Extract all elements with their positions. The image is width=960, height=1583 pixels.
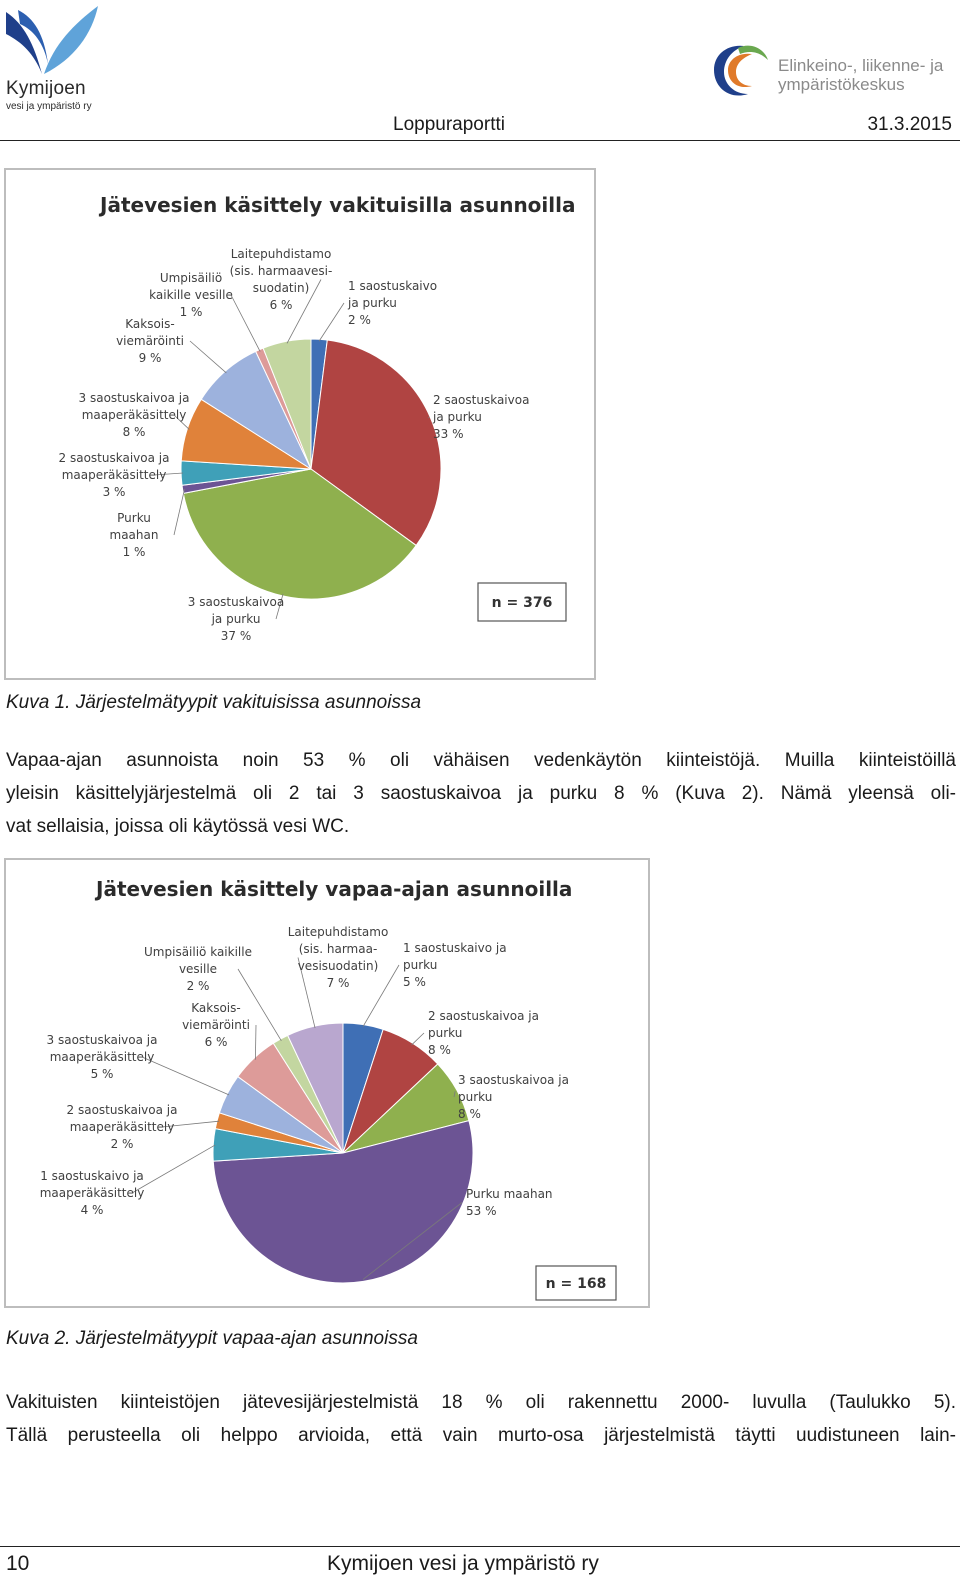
page-number: 10 <box>6 1552 30 1575</box>
footer-rule <box>0 1546 960 1547</box>
slice-label: Kaksois-viemäröinti 6 % <box>182 1001 250 1049</box>
leader-line <box>174 489 185 535</box>
slice-label: 2 saostuskaivoa ja purku 8 % <box>428 1009 539 1057</box>
ely-logo-icon <box>708 40 770 100</box>
slice-label: 2 saostuskaivoa ja maaperäkäsittely 2 % <box>66 1103 178 1151</box>
slice-label: 1 saostuskaivo ja purku 5 % <box>403 941 507 989</box>
chart-vakituiset-svg <box>6 170 598 682</box>
logo-right-line-1: Elinkeino-, liikenne- ja <box>778 56 944 75</box>
figure2-caption: Kuva 2. Järjestelmätyypit vapaa-ajan asunnoissa <box>6 1328 418 1349</box>
paragraph-2 <box>6 1386 956 1452</box>
leader-line <box>428 417 429 418</box>
n-label: n = 376 <box>491 595 553 611</box>
slice-label: Umpisäiliö kaikille vesille 1 % <box>149 271 233 319</box>
slice-label: 3 saostuskaivoa ja maaperäkäsittely 8 % <box>78 391 190 439</box>
n-label: n = 168 <box>545 1276 607 1292</box>
paragraph-1-line-1: Vapaa-ajan asunnoista noin 53 % oli vähäisen vedenkäytön kiinteistöjä. Muilla kiinteistöillä <box>6 750 956 771</box>
slice-label: Purku maahan 1 % <box>109 511 159 559</box>
slice-label: Laitepuhdistamo (sis. harmaa-vesisuodatin) 7 % <box>287 925 389 990</box>
logo-left-name: Kymijoen <box>6 78 86 99</box>
slice-label: Kaksois-viemäröinti 9 % <box>116 317 184 365</box>
leader-line <box>363 965 399 1027</box>
header-title: Loppuraportti <box>393 114 505 135</box>
chart-title: Jätevesien käsittely vapaa-ajan asunnoilla <box>96 877 573 901</box>
paragraph-1-line-2: yleisin käsittelyjärjestelmä oli 2 tai 3 saostuskaivoa ja purku 8 % (Kuva 2). Nämä yleensä oli- <box>6 783 956 804</box>
slice-label: 3 saostuskaivoa ja purku 8 % <box>458 1073 569 1121</box>
footer-organization: Kymijoen vesi ja ympäristö ry <box>327 1552 599 1575</box>
n-box <box>536 1266 616 1300</box>
logo-right-line-2: ympäristökeskus <box>778 75 905 94</box>
pie-slices <box>213 1023 473 1283</box>
leader-line <box>132 1145 215 1193</box>
paragraph-2-line-2: Tällä perusteella oli helppo arvioida, että vain murto-osa järjestelmistä täytti uudistuneen lain- <box>6 1425 956 1446</box>
figure1-caption: Kuva 1. Järjestelmätyypit vakituisissa asunnoissa <box>6 692 422 713</box>
header-date: 31.3.2015 <box>867 114 952 135</box>
slice-label: Umpisäiliö kaikille vesille 2 % <box>144 945 252 993</box>
slice-label: 1 saostuskaivo ja maaperäkäsittely 4 % <box>39 1169 145 1217</box>
chart-vapaa-ajan-svg <box>6 860 652 1310</box>
leader-line <box>319 303 344 341</box>
pie-slices <box>181 339 441 599</box>
slice-label: Purku maahan 53 % <box>466 1187 553 1218</box>
paragraph-2-line-1: Vakituisten kiinteistöjen jätevesijärjestelmistä 18 % oli rakennettu 2000- luvulla (Taulukko 5). <box>6 1392 956 1413</box>
slice-label: 1 saostuskaivo ja purku 2 % <box>348 279 438 327</box>
chart-vakituiset <box>4 168 596 680</box>
leader-line <box>231 295 260 352</box>
chart-vapaa-ajan <box>4 858 650 1308</box>
chart-title: Jätevesien käsittely vakituisilla asunnoilla <box>100 193 576 217</box>
slice-label: 3 saostuskaivoa ja maaperäkäsittely 5 % <box>46 1033 158 1081</box>
slice-label: 3 saostuskaivoa ja purku 37 % <box>187 595 285 643</box>
kymijoen-logo-icon <box>4 4 100 80</box>
logo-left-subtitle: vesi ja ympäristö ry <box>6 101 92 112</box>
leader-line <box>255 1025 256 1060</box>
header <box>0 0 960 142</box>
logo-right-text <box>778 56 943 94</box>
slice-label: 2 saostuskaivoa ja maaperäkäsittely 3 % <box>58 451 170 499</box>
n-box <box>478 583 566 621</box>
slice-label: 2 saostuskaivoa ja purku 33 % <box>433 393 530 441</box>
paragraph-1 <box>6 744 956 843</box>
paragraph-1-line-3: vat sellaisia, joissa oli käytössä vesi WC. <box>6 816 350 837</box>
leader-line <box>412 1033 424 1045</box>
leader-line <box>142 1057 229 1095</box>
header-rule <box>0 140 960 141</box>
leader-line <box>190 341 226 373</box>
slice-label: Laitepuhdistamo (sis. harmaavesi-suodatin) 6 % <box>229 247 333 312</box>
